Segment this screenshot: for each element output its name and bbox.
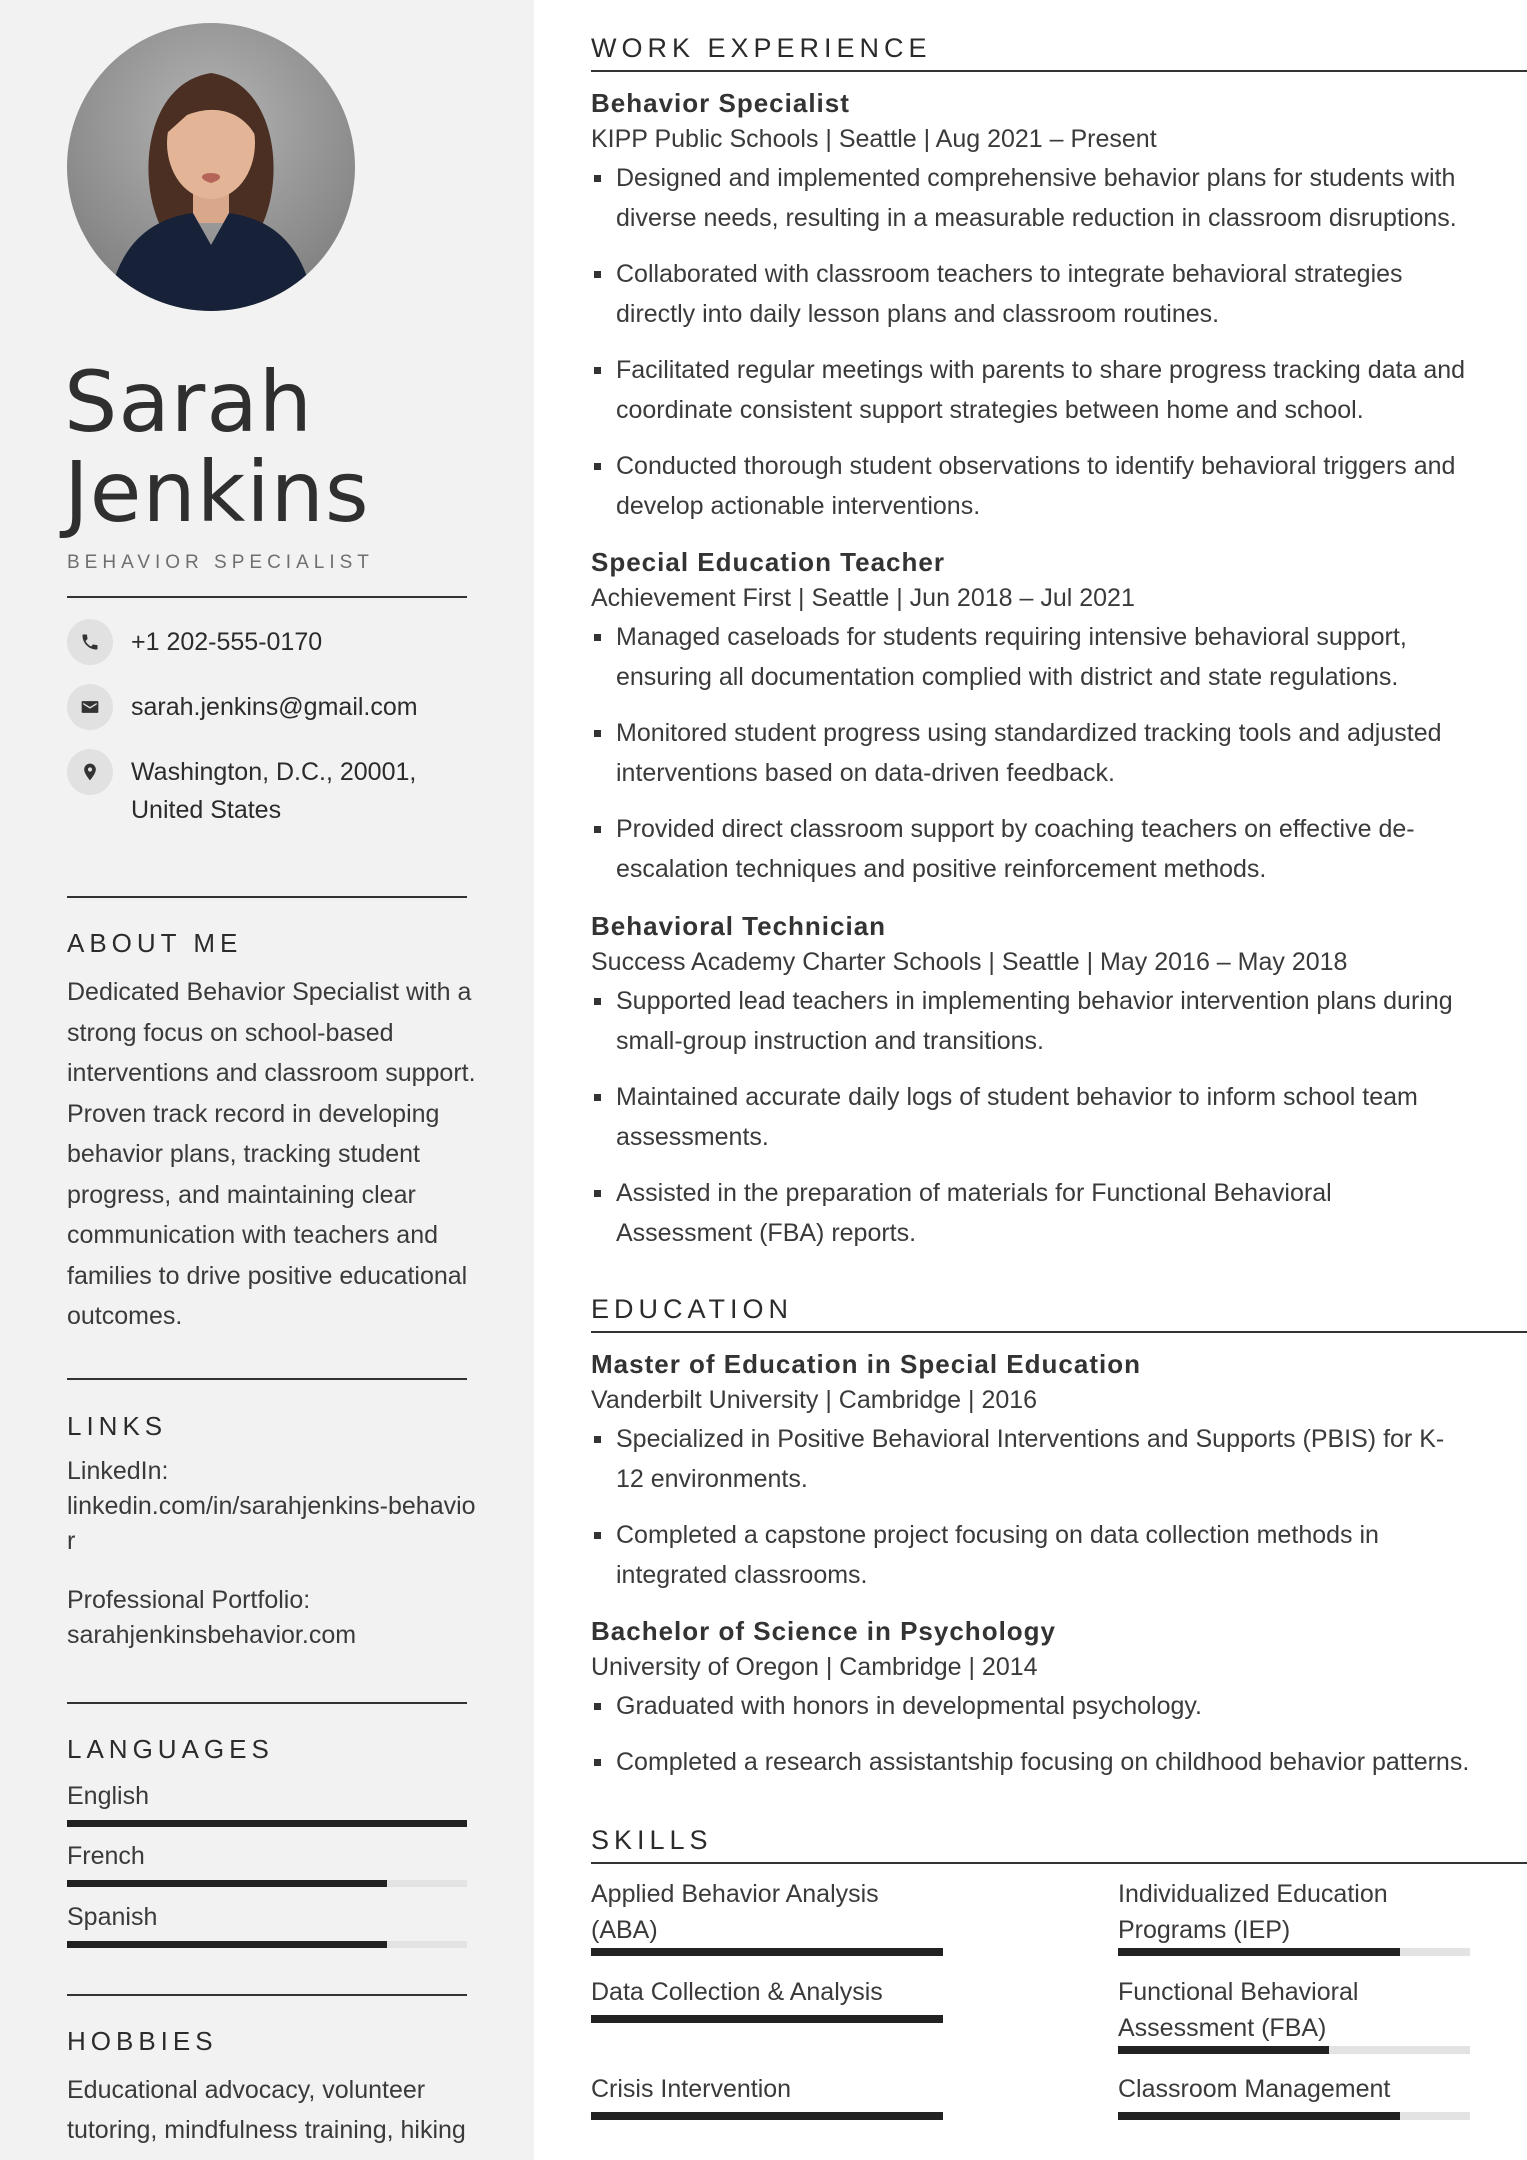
bullet-list	[591, 1419, 1471, 1595]
bullet-item: Maintained accurate daily logs of student behavior to inform school team assessments.	[591, 1077, 1471, 1157]
skill-level-fill	[591, 2112, 943, 2120]
skill-name: Classroom Management	[1118, 2075, 1391, 2103]
link-linkedin	[67, 1454, 477, 1559]
skill-level-fill	[591, 1948, 943, 1956]
phone-number[interactable]: +1 202-555-0170	[131, 628, 323, 656]
skill-name: Applied Behavior Analysis (ABA)	[591, 1880, 879, 1944]
mail-icon	[67, 684, 113, 730]
job-role: BEHAVIOR SPECIALIST	[67, 552, 374, 573]
skill-level-fill	[1118, 2046, 1329, 2054]
skill-item	[591, 1974, 943, 2023]
school-meta: Vanderbilt University | Cambridge | 2016	[591, 1386, 1038, 1414]
skill-level-bar	[1118, 2046, 1470, 2054]
skill-name: Crisis Intervention	[591, 2075, 792, 2103]
sidebar	[0, 0, 534, 2160]
language-level-bar	[67, 1820, 467, 1827]
bullet-list	[591, 158, 1471, 526]
section-rule	[591, 1862, 1527, 1864]
first-name: Sarah	[64, 353, 314, 451]
languages-heading: LANGUAGES	[67, 1734, 274, 1764]
phone-icon	[67, 619, 113, 665]
bullet-item: Conducted thorough student observations to identify behavioral triggers and develop actionable interventions.	[591, 446, 1471, 526]
bullet-item: Designed and implemented comprehensive behavior plans for students with diverse needs, resulting in a measurable reduction in classroom disruptions.	[591, 158, 1471, 238]
link-label: LinkedIn:	[67, 1457, 169, 1485]
job-title: Behavior Specialist	[591, 88, 850, 118]
divider	[67, 1378, 467, 1380]
section-title: EDUCATION	[591, 1294, 794, 1324]
language-level-bar	[67, 1880, 467, 1887]
link-label: Professional Portfolio:	[67, 1586, 311, 1614]
skill-item	[591, 1876, 943, 1956]
bullet-item: Assisted in the preparation of materials for Functional Behavioral Assessment (FBA) reports.	[591, 1173, 1471, 1253]
language-level-fill	[67, 1820, 467, 1827]
bullet-item: Completed a research assistantship focusing on childhood behavior patterns.	[591, 1742, 1471, 1782]
divider	[67, 1994, 467, 1996]
job-entry	[591, 86, 1471, 542]
skill-level-fill	[591, 2015, 943, 2023]
section-rule	[591, 1331, 1527, 1333]
degree-title: Bachelor of Science in Psychology	[591, 1616, 1057, 1646]
bullet-list	[591, 981, 1471, 1253]
contact-address	[67, 749, 497, 829]
link-url[interactable]: sarahjenkinsbehavior.com	[67, 1621, 357, 1649]
contact-phone	[67, 619, 497, 665]
bullet-item: Specialized in Positive Behavioral Interventions and Supports (PBIS) for K-12 environments.	[591, 1419, 1471, 1499]
language-name: French	[67, 1842, 145, 1870]
links-heading: LINKS	[67, 1411, 168, 1441]
main-content	[591, 0, 1527, 2160]
section-title: WORK EXPERIENCE	[591, 33, 932, 63]
address-line-1: Washington, D.C., 20001,	[131, 758, 417, 786]
job-title: Special Education Teacher	[591, 547, 945, 577]
language-name: English	[67, 1782, 149, 1810]
language-item	[67, 1901, 467, 1948]
education-entry	[591, 1347, 1471, 1611]
section-rule	[591, 70, 1527, 72]
language-item	[67, 1840, 467, 1887]
skills-header	[591, 1825, 1527, 1855]
skill-level-fill	[1118, 1948, 1400, 1956]
skill-item	[1118, 1974, 1470, 2054]
work-experience-header	[591, 33, 1527, 63]
bullet-item: Supported lead teachers in implementing behavior intervention plans during small-group instruction and transitions.	[591, 981, 1471, 1061]
link-portfolio	[67, 1583, 477, 1653]
job-meta: KIPP Public Schools | Seattle | Aug 2021 – Present	[591, 125, 1157, 153]
bullet-item: Collaborated with classroom teachers to integrate behavioral strategies directly into daily lesson plans and classroom routines.	[591, 254, 1471, 334]
language-item	[67, 1780, 467, 1827]
job-entry	[591, 909, 1471, 1269]
bullet-item: Graduated with honors in developmental psychology.	[591, 1686, 1471, 1726]
language-name: Spanish	[67, 1903, 158, 1931]
hobbies-text: Educational advocacy, volunteer tutoring, mindfulness training, hiking	[67, 2076, 466, 2144]
job-title: Behavioral Technician	[591, 911, 887, 941]
skill-level-bar	[591, 1948, 943, 1956]
skill-level-bar	[1118, 1948, 1470, 1956]
bullet-item: Monitored student progress using standardized tracking tools and adjusted interventions based on data-driven feedback.	[591, 713, 1471, 793]
profile-photo	[67, 23, 355, 311]
bullet-list	[591, 1686, 1471, 1782]
address-line-2: United States	[131, 796, 282, 824]
education-entry	[591, 1614, 1471, 1798]
skill-item	[1118, 1876, 1470, 1956]
bullet-item: Provided direct classroom support by coaching teachers on effective de-escalation techniques and positive reinforcement methods.	[591, 809, 1471, 889]
divider	[67, 896, 467, 898]
bullet-item: Managed caseloads for students requiring intensive behavioral support, ensuring all documentation complied with district and state regulations.	[591, 617, 1471, 697]
skill-name: Individualized Education Programs (IEP)	[1118, 1880, 1388, 1944]
bullet-item: Facilitated regular meetings with parents to share progress tracking data and coordinate consistent support strategies between home and school.	[591, 350, 1471, 430]
school-meta: University of Oregon | Cambridge | 2014	[591, 1653, 1038, 1681]
location-pin-icon	[67, 749, 113, 795]
about-text: Dedicated Behavior Specialist with a strong focus on school-based interventions and classroom support. Proven track record in developing behavior plans, tracking student progress, and maintaining clear communication with teachers and families to drive positive educational outcomes.	[67, 978, 476, 1330]
divider	[67, 1702, 467, 1704]
language-level-bar	[67, 1941, 467, 1948]
hobbies-heading: HOBBIES	[67, 2026, 218, 2056]
address	[131, 749, 416, 829]
about-heading: ABOUT ME	[67, 928, 243, 958]
language-level-fill	[67, 1880, 387, 1887]
email-address[interactable]: sarah.jenkins@gmail.com	[131, 693, 418, 721]
bullet-list	[591, 617, 1471, 889]
job-entry	[591, 545, 1471, 905]
candidate-name	[64, 353, 524, 541]
bullet-item: Completed a capstone project focusing on data collection methods in integrated classrooms.	[591, 1515, 1471, 1595]
contact-email	[67, 684, 497, 730]
skill-item	[591, 2071, 943, 2120]
education-header	[591, 1294, 1527, 1324]
divider	[67, 596, 467, 598]
degree-title: Master of Education in Special Education	[591, 1349, 1141, 1379]
section-title: SKILLS	[591, 1825, 713, 1855]
job-meta: Success Academy Charter Schools | Seattle | May 2016 – May 2018	[591, 948, 1348, 976]
skill-level-fill	[1118, 2112, 1400, 2120]
skill-name: Functional Behavioral Assessment (FBA)	[1118, 1978, 1359, 2042]
language-level-fill	[67, 1941, 387, 1948]
job-meta: Achievement First | Seattle | Jun 2018 – Jul 2021	[591, 584, 1135, 612]
skill-level-bar	[1118, 2112, 1470, 2120]
skill-level-bar	[591, 2112, 943, 2120]
link-url[interactable]: linkedin.com/in/sarahjenkins-behavior	[67, 1492, 476, 1555]
skill-name: Data Collection & Analysis	[591, 1978, 883, 2006]
last-name: Jenkins	[64, 443, 370, 541]
skill-level-bar	[591, 2015, 943, 2023]
skill-item	[1118, 2071, 1470, 2120]
